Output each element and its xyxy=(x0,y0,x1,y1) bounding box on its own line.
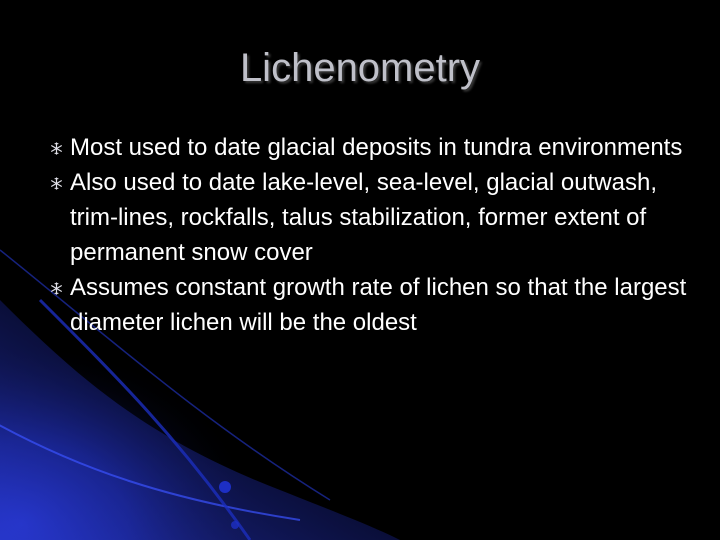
snowflake-bullet-icon xyxy=(50,142,63,155)
slide-title: Lichenometry xyxy=(239,46,481,90)
bullet-text: Assumes constant growth rate of lichen so that the largest diameter lichen will be the oldest xyxy=(70,274,687,336)
bullet-item xyxy=(50,165,690,270)
snowflake-bullet-icon xyxy=(50,177,63,190)
bg-dot-2 xyxy=(231,521,239,529)
bullet-item xyxy=(50,270,690,340)
bullet-text: Also used to date lake-level, sea-level, glacial outwash, trim-lines, rockfalls, talus stabilization, former extent of permanent snow cover xyxy=(70,169,657,266)
bullet-text: Most used to date glacial deposits in tundra environments xyxy=(70,134,683,161)
bullet-item xyxy=(50,130,690,165)
bullet-list xyxy=(50,130,690,340)
snowflake-bullet-icon xyxy=(50,282,63,295)
bg-dot-1 xyxy=(219,481,231,493)
